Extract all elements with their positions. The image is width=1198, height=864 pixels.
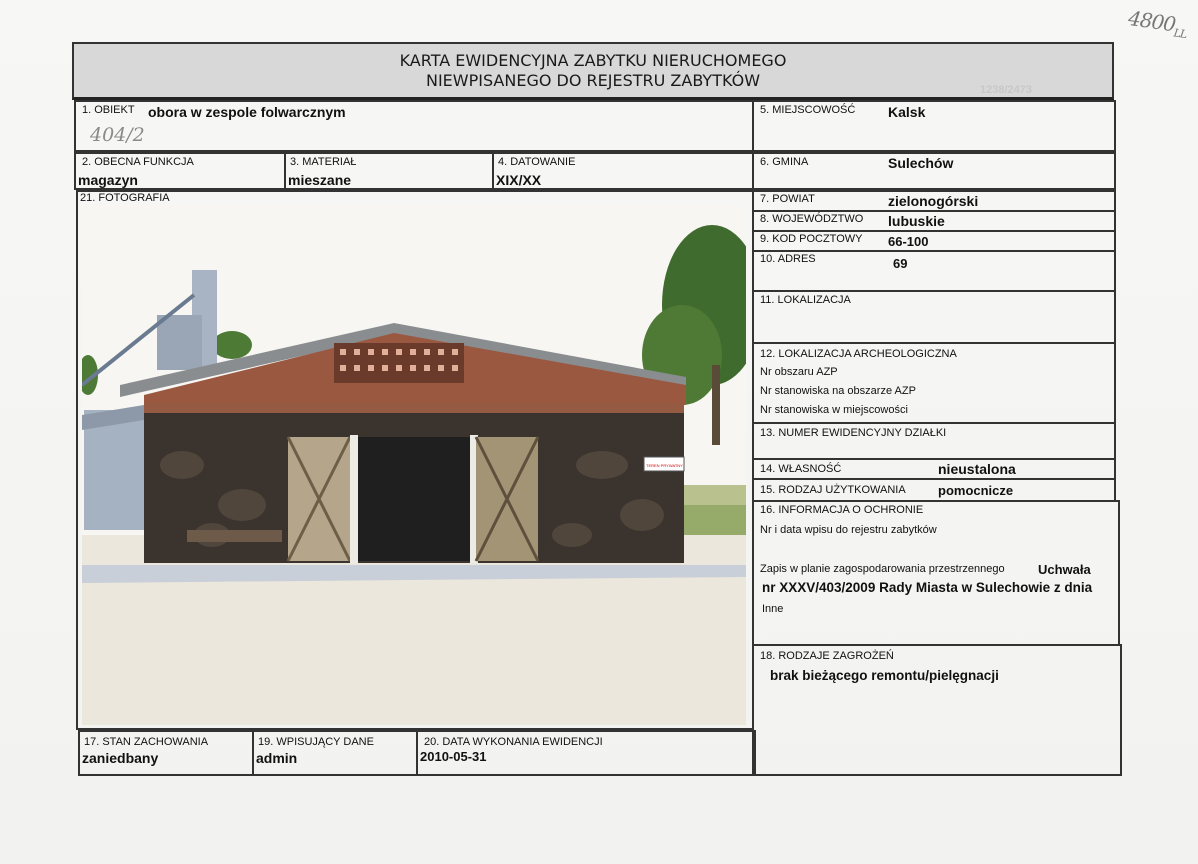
value-material: mieszane <box>288 172 352 188</box>
label-powiat: 7. POWIAT <box>760 193 815 205</box>
label-wojewodztwo: 8. WOJEWÓDZTWO <box>760 213 864 225</box>
label-datowanie: 4. DATOWANIE <box>498 156 576 168</box>
text-inne: Inne <box>762 603 784 615</box>
value-data-wykonania: 2010-05-31 <box>420 749 487 764</box>
label-fotografia: 21. FOTOGRAFIA <box>80 192 170 204</box>
value-wojewodztwo: lubuskie <box>888 213 945 229</box>
photo-sign-text: TEREN PRYWATNY <box>646 463 683 468</box>
value-obiekt: obora w zespole folwarcznym <box>148 104 346 120</box>
label-lokalizacja: 11. LOKALIZACJA <box>760 294 851 306</box>
value-wpisujacy: admin <box>256 750 298 766</box>
handwritten-note: $4800_{LL}$ <box>1126 5 1188 42</box>
label-material: 3. MATERIAŁ <box>290 156 357 168</box>
value-stan-zachowania: zaniedbany <box>82 750 159 766</box>
value-plan-uchwala-nr: nr XXXV/403/2009 Rady Miasta w Sulechowie z dnia <box>762 580 1093 595</box>
label-stan-zachowania: 17. STAN ZACHOWANIA <box>84 736 209 748</box>
label-dzialka: 13. NUMER EWIDENCYJNY DZIAŁKI <box>760 427 947 439</box>
label-gmina: 6. GMINA <box>760 156 809 168</box>
text-zapis-w-planie: Zapis w planie zagospodarowania przestrzennego <box>760 563 1005 575</box>
card-title-line1: KARTA EWIDENCYJNA ZABYTKU NIERUCHOMEGO <box>399 51 787 70</box>
card-header <box>72 42 1114 100</box>
value-gmina: Sulechów <box>888 155 954 171</box>
field-zagrozenia <box>752 644 1122 776</box>
value-powiat: zielonogórski <box>888 193 979 209</box>
text-nr-stanowiska-miejscowosc: Nr stanowiska w miejscowości <box>760 404 908 416</box>
building-photo <box>82 205 746 725</box>
label-kod-pocztowy: 9. KOD POCZTOWY <box>760 233 863 245</box>
label-adres: 10. ADRES <box>760 253 816 265</box>
value-plan-uchwala: Uchwała <box>1038 562 1091 577</box>
label-ochrona: 16. INFORMACJA O OCHRONIE <box>760 504 924 516</box>
value-uzytkowanie: pomocnicze <box>938 483 1014 498</box>
label-archeologiczna: 12. LOKALIZACJA ARCHEOLOGICZNA <box>760 348 957 360</box>
text-nr-obszaru-azp: Nr obszaru AZP <box>760 366 838 378</box>
value-kod-pocztowy: 66-100 <box>888 234 929 249</box>
label-miejscowosc: 5. MIEJSCOWOŚĆ <box>760 104 856 116</box>
value-miejscowosc: Kalsk <box>888 104 926 120</box>
faint-stamp-number: 1238/2473 <box>980 84 1032 96</box>
card-title-line2: NIEWPISANEGO DO REJESTRU ZABYTKÓW <box>425 71 761 90</box>
label-wlasnosc: 14. WŁASNOŚĆ <box>760 463 842 475</box>
value-zagrozenia: brak bieżącego remontu/pielęgnacji <box>770 668 999 683</box>
value-funkcja: magazyn <box>78 172 138 188</box>
value-adres: 69 <box>893 256 908 271</box>
label-obiekt: 1. OBIEKT <box>82 104 135 116</box>
text-nr-stanowiska-azp: Nr stanowiska na obszarze AZP <box>760 385 916 397</box>
label-data-wykonania: 20. DATA WYKONANIA EWIDENCJI <box>424 736 603 748</box>
barn-photo-illustration <box>82 205 746 725</box>
label-zagrozenia: 18. RODZAJE ZAGROŻEŃ <box>760 650 894 662</box>
value-wlasnosc: nieustalona <box>938 461 1016 477</box>
label-wpisujacy: 19. WPISUJĄCY DANE <box>258 736 374 748</box>
text-nr-data-wpisu: Nr i data wpisu do rejestru zabytków <box>760 524 937 536</box>
value-datowanie: XIX/XX <box>496 172 542 188</box>
handwritten-number: 404/2 <box>90 124 145 146</box>
label-funkcja: 2. OBECNA FUNKCJA <box>82 156 194 168</box>
label-uzytkowanie: 15. RODZAJ UŻYTKOWANIA <box>760 484 906 496</box>
